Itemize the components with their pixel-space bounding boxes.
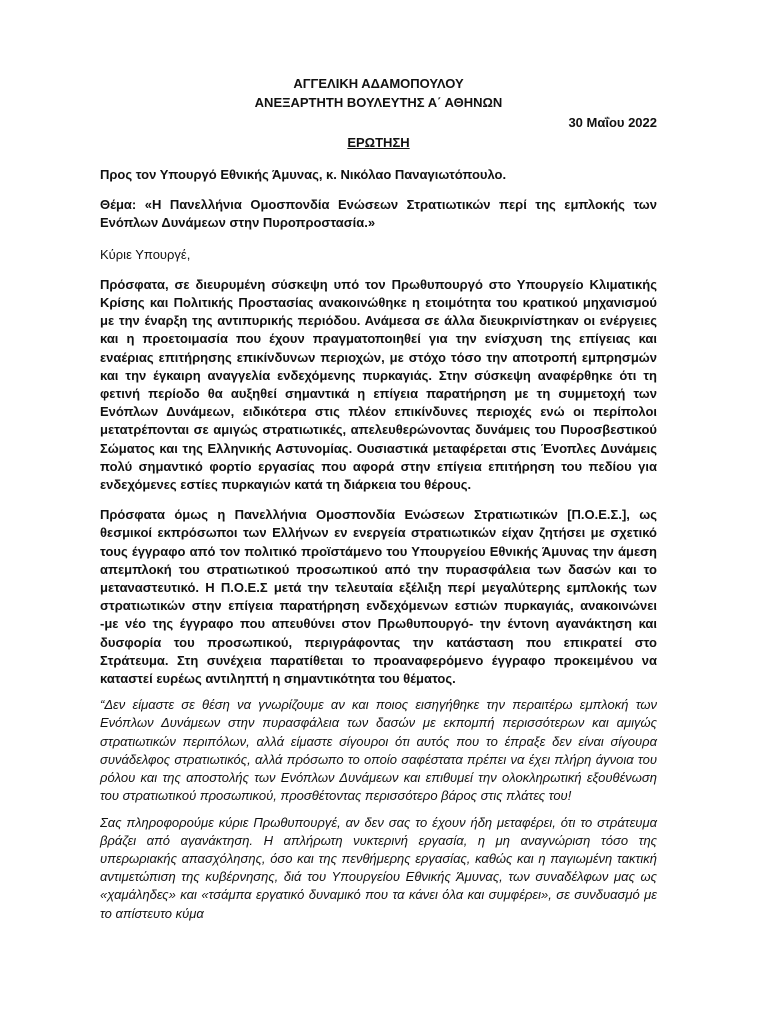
quoted-paragraph: “Δεν είμαστε σε θέση να γνωρίζουμε αν και ποιος εισηγήθηκε την περαιτέρω εμπλοκή των Ενόπλων Δυνάμεων στην πυρασφάλεια των δασών με εκπομπή περισσότερων και αμιγώς στρατιωτικών περιπόλων, αλλά είμαστε σίγουροι ότι αυτός που το έπραξε δεν είναι σίγουρα συνάδελφος στρατιωτικός, αλλά πρόσωπο το οποίο σαφέστατα πρέπει να έχει πλήρη άγνοια του ρόλου και της αποστολής των Ενόπλων Δυνάμεων και επιθυμεί την ολοκληρωτική εξουθένωση του στρατιωτικού προσωπικού, προσθέτοντας περισσότερο βάρος στις πλάτες του! [100,697,657,804]
quoted-paragraph: Σας πληροφορούμε κύριε Πρωθυπουργέ, αν δεν σας το έχουν ήδη μεταφέρει, ότι το στράτευμα βράζει από αγανάκτηση. Η απλήρωτη νυκτερινή εργασία, η μη αναγνώριση τόσο της υπερωριακής απασχόλησης, όσο και της πενθήμερης εργασίας, καθώς και η παγιωμένη τακτική αντιμετώπιση της κυβέρνησης, διά του Υπουργείου Εθνικής Άμυνας, των συναδέλφων μας ως «χαμάληδες» και «τσάμπα εργατικό δυναμικό που τα κάνει όλα και συμφέρει», σε συνδυασμό με το απίστευτο κύμα [100,814,657,921]
document-type-heading: ΕΡΩΤΗΣΗ [347,135,410,150]
recipient-line: Προς τον Υπουργό Εθνικής Άμυνας, κ. Νικόλαο Παναγιωτόπουλο. [100,167,507,182]
body-paragraph: Πρόσφατα όμως η Πανελλήνια Ομοσπονδία Ενώσεων Στρατιωτικών [Π.Ο.Ε.Σ.], ως θεσμικοί εκπρόσωποι των Ελλήνων εν ενεργεία στρατιωτικών είχαν ζητήσει με σχετικό τους έγγραφο από τον πολιτικό προϊστάμενο του Υπουργείου Εθνικής Άμυνας την άμεση απεμπλοκή του στρατιωτικού προσωπικού από την πυρασφάλεια των δασών και το μεταναστευτικό. Η Π.Ο.Ε.Σ μετά την τελευταία εξέλιξη περί μεγαλύτερης εμπλοκής των στρατιωτικών στην επίγεια παρατήρηση ενδεχόμενων εστιών πυρκαγιάς, ανακοινώνει -με νέο της έγγραφο που απευθύνει στον Πρωθυπουργό- την έντονη αγανάκτηση και δυσφορία του προσωπικού, περιγράφοντας την κατάσταση που επικρατεί στο Στράτευμα. Στη συνέχεια παρατίθεται το προαναφερόμενο έγγραφο προκειμένου να καταστεί ευρέως αντιληπτή η σημαντικότητα του θέματος. [100,507,657,687]
body-paragraph: Πρόσφατα, σε διευρυμένη σύσκεψη υπό τον Πρωθυπουργό στο Υπουργείο Κλιματικής Κρίσης και Πολιτικής Προστασίας ανακοινώθηκε η ετοιμότητα του κρατικού μηχανισμού με την έναρξη της αντιπυρικής περιόδου. Ανάμεσα σε άλλα διευκρινίστηκαν οι ενέργειες και η προετοιμασία που έχουν πραγματοποιηθεί για την ενίσχυση της επίγειας και εναέριας επιτήρησης επικίνδυνων περιοχών, με στόχο τόσο την αποτροπή εμπρησμών και την έγκαιρη αναγγελία ενδεχόμενης πυρκαγιάς. Στην σύσκεψη αναφέρθηκε ότι τη φετινή περίοδο θα αυξηθεί σημαντικά η επίγεια παρατήρηση με τη συμμετοχή των Ενόπλων Δυνάμεων, ειδικότερα στις πλέον επικίνδυνες περιοχές ενώ οι περίπολοι μετατρέπονται σε αμιγώς στρατιωτικές, απελευθερώνοντας δυνάμεις του Πυροσβεστικού Σώματος και της Ελληνικής Αστυνομίας. Ουσιαστικά μεταφέρεται στις Ένοπλες Δυνάμεις πολύ σημαντικό φορτίο εργασίας που αφορά στην επίγεια επιτήρηση του πεδίου για ενδεχόμενες εστίες πυρκαγιών κατά τη διάρκεια του θέρους. [100,276,657,493]
subject-line: Θέμα: «Η Πανελλήνια Ομοσπονδία Ενώσεων Στρατιωτικών περί της εμπλοκής των Ενόπλων Δυνάμεων στην Πυροπροστασία.» [100,197,657,231]
salutation: Κύριε Υπουργέ, [100,246,191,262]
author-title: ΑΝΕΞΑΡΤΗΤΗ ΒΟΥΛΕΥΤΗΣ Α΄ ΑΘΗΝΩΝ [254,95,503,110]
author-name: ΑΓΓΕΛΙΚΗ ΑΔΑΜΟΠΟΥΛΟΥ [293,76,464,91]
document-date: 30 Μαΐου 2022 [568,115,657,130]
